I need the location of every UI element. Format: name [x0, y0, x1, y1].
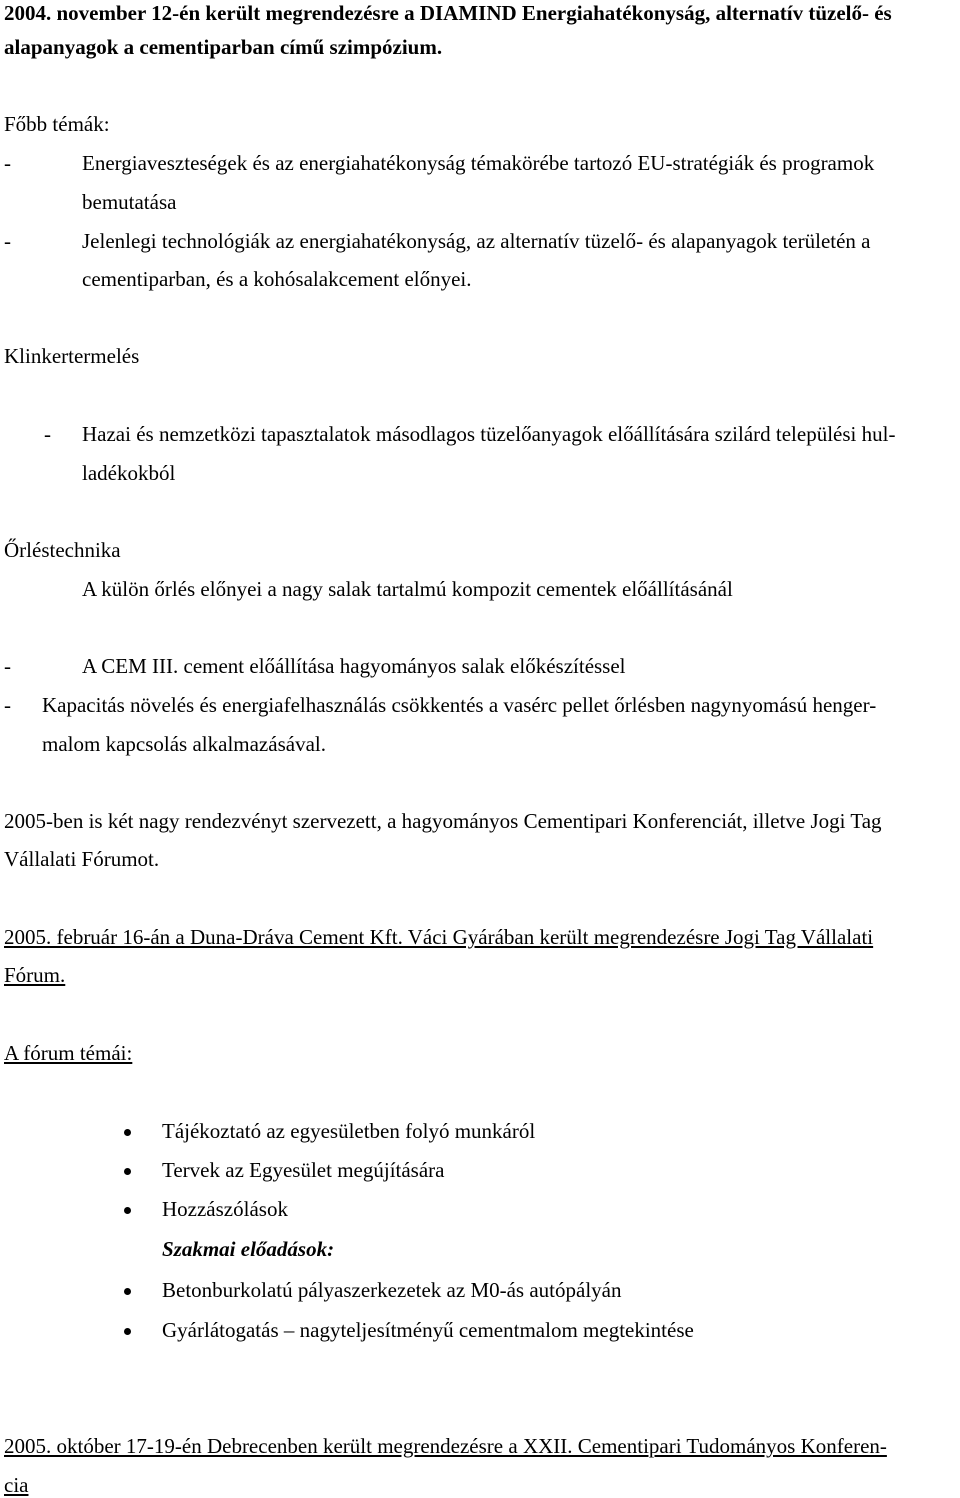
cem-item-1-text: A CEM III. cement előállítása hagyományos salak előkészítéssel [82, 654, 626, 678]
y2005-line-1: 2005-ben is két nagy rendezvényt szervezett, a hagyományos Cementipari Konferenciát, illetve Jogi Tag [4, 809, 882, 833]
orles-line: A külön őrlés előnyei a nagy salak tartalmú kompozit cementek előállításánál [82, 577, 733, 601]
forum-talk-1: Betonburkolatú pályaszerkezetek az M0-ás autópályán [162, 1278, 622, 1302]
bullet-icon [124, 1207, 131, 1214]
cem-item-1-dash: - [4, 654, 11, 678]
topic-1-line-2: bemutatása [82, 190, 177, 214]
forum-item-3: Hozzászólások [162, 1197, 288, 1221]
klinker-line-1: Hazai és nemzetközi tapasztalatok másodlagos tüzelőanyagok előállítására szilárd települési hul- [82, 422, 896, 446]
forum-talk-2: Gyárlátogatás – nagyteljesítményű cementmalom megtekintése [162, 1318, 694, 1342]
oktober-line-1: 2005. október 17-19-én Debrecenben került megrendezésre a XXII. Cementipari Tudományos Konferen- [4, 1434, 887, 1458]
topic-2-line-2: cementiparban, és a kohósalakcement előnyei. [82, 267, 472, 291]
februar-line-2: Fórum. [4, 963, 66, 987]
klinker-dash: - [44, 422, 51, 446]
cem-item-2-dash: - [4, 693, 11, 717]
cem-item-2-line-1: Kapacitás növelés és energiafelhasználás csökkentés a vasérc pellet őrlésben nagynyomású henger- [42, 693, 877, 717]
fobb-temak-heading: Főbb témák: [4, 112, 110, 136]
topic-1-line-1: Energiaveszteségek és az energiahatékonyság témakörébe tartozó EU-stratégiák és programok [82, 151, 875, 175]
forum-item-2: Tervek az Egyesület megújítására [162, 1158, 445, 1182]
bullet-icon [124, 1129, 131, 1136]
klinker-heading: Klinkertermelés [4, 344, 140, 368]
szakmai-eloadasok-heading: Szakmai előadások: [162, 1237, 335, 1261]
topic-1-dash: - [4, 151, 11, 175]
forum-heading: A fórum témái: [4, 1041, 133, 1065]
klinker-line-2: ladékokból [82, 461, 176, 485]
y2005-line-2: Vállalati Fórumot. [4, 847, 160, 871]
februar-line-1: 2005. február 16-án a Duna-Dráva Cement Kft. Váci Gyárában került megrendezésre Jogi Tag Vállalati [4, 925, 874, 949]
bullet-icon [124, 1168, 131, 1175]
bullet-icon [124, 1328, 131, 1335]
cem-item-2-line-2: malom kapcsolás alkalmazásával. [42, 732, 326, 756]
topic-2-dash: - [4, 229, 11, 253]
orles-heading: Őrléstechnika [4, 538, 121, 562]
intro-line-2: alapanyagok a cementiparban című szimpózium. [4, 35, 443, 59]
forum-item-1: Tájékoztató az egyesületben folyó munkáról [162, 1119, 536, 1143]
topic-2-line-1: Jelenlegi technológiák az energiahatékonyság, az alternatív tüzelő- és alapanyagok területén a [82, 229, 871, 253]
oktober-line-2: cia [4, 1473, 29, 1497]
intro-line-1: 2004. november 12-én került megrendezésre a DIAMIND Energiahatékonyság, alternatív tüzelő- és [4, 1, 892, 25]
bullet-icon [124, 1288, 131, 1295]
